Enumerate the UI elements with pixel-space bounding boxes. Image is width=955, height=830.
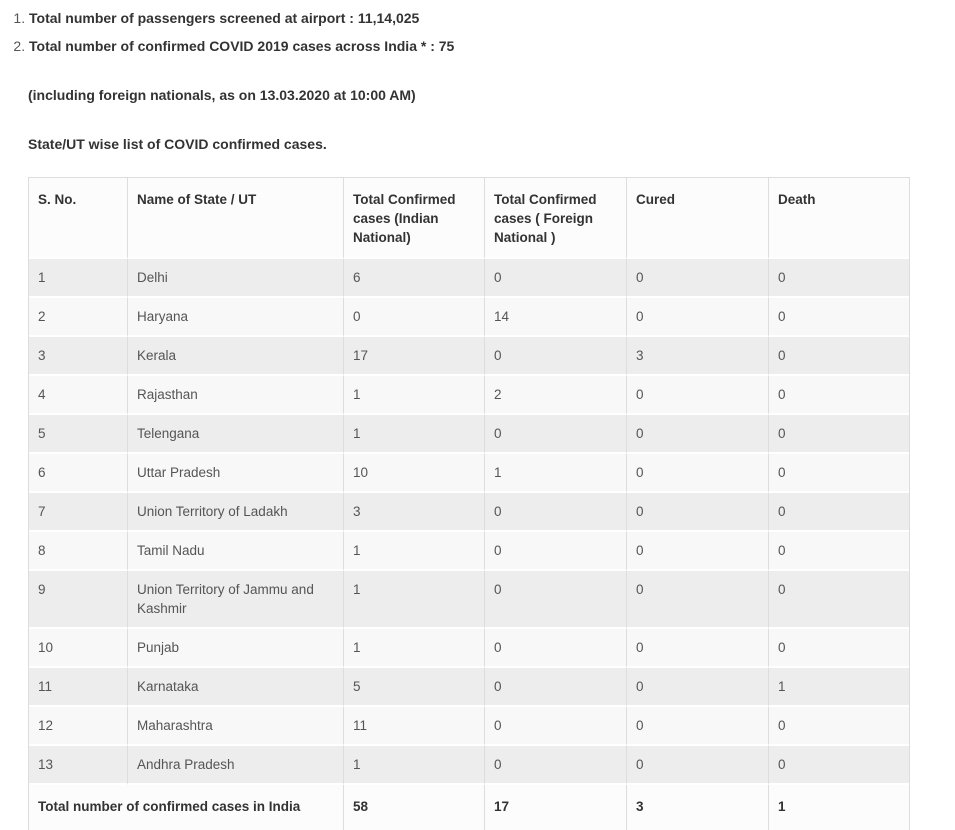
total-cured: 3 (627, 785, 769, 830)
cell-indian: 1 (344, 532, 485, 571)
cell-cured: 0 (627, 629, 769, 668)
table-row (29, 337, 909, 376)
cell-state: Haryana (128, 298, 344, 337)
table-row (29, 668, 909, 707)
cell-indian: 0 (344, 298, 485, 337)
cell-death: 0 (769, 415, 909, 454)
cell-death: 0 (769, 571, 909, 629)
cell-foreign: 1 (485, 454, 627, 493)
cell-cured: 0 (627, 454, 769, 493)
foreign-nationals-note: (including foreign nationals, as on 13.03.2020 at 10:00 AM) (28, 87, 416, 103)
cell-death: 0 (769, 707, 909, 746)
table-row (29, 415, 909, 454)
column-header-cured: Cured (627, 178, 769, 259)
intro-item-confirmed-cases-text: Total number of confirmed COVID 2019 cases across India * : 75 (29, 38, 455, 54)
intro-item-passengers-screened-text: Total number of passengers screened at airport : 11,14,025 (29, 10, 420, 26)
cell-sno: 5 (29, 415, 128, 454)
intro-item-confirmed-cases (29, 37, 941, 56)
cell-sno: 9 (29, 571, 128, 629)
cell-cured: 0 (627, 532, 769, 571)
cell-state: Rajasthan (128, 376, 344, 415)
cell-state: Karnataka (128, 668, 344, 707)
covid-cases-table (28, 177, 910, 830)
cell-indian: 17 (344, 337, 485, 376)
column-header-sno: S. No. (29, 178, 128, 259)
cell-indian: 6 (344, 259, 485, 298)
cell-death: 0 (769, 376, 909, 415)
table-row (29, 376, 909, 415)
cell-foreign: 0 (485, 746, 627, 785)
table-row (29, 746, 909, 785)
cell-foreign: 0 (485, 415, 627, 454)
cell-indian: 1 (344, 376, 485, 415)
cell-sno: 12 (29, 707, 128, 746)
table-row (29, 571, 909, 629)
cell-indian: 1 (344, 415, 485, 454)
total-indian: 58 (344, 785, 485, 830)
table-subtitle: State/UT wise list of COVID confirmed cases. (28, 136, 327, 152)
column-header-indian-national: Total Confirmed cases (Indian National) (344, 178, 485, 259)
cell-sno: 13 (29, 746, 128, 785)
cell-sno: 11 (29, 668, 128, 707)
cell-state: Maharashtra (128, 707, 344, 746)
table-body (29, 259, 909, 830)
cell-state: Union Territory of Ladakh (128, 493, 344, 532)
cell-sno: 6 (29, 454, 128, 493)
cell-foreign: 14 (485, 298, 627, 337)
table-header (29, 178, 909, 259)
cell-state: Uttar Pradesh (128, 454, 344, 493)
cell-cured: 0 (627, 415, 769, 454)
cell-state: Tamil Nadu (128, 532, 344, 571)
cell-foreign: 0 (485, 571, 627, 629)
cell-indian: 1 (344, 629, 485, 668)
cell-cured: 0 (627, 376, 769, 415)
column-header-state: Name of State / UT (128, 178, 344, 259)
cell-death: 1 (769, 668, 909, 707)
cell-foreign: 0 (485, 259, 627, 298)
cell-foreign: 2 (485, 376, 627, 415)
table-row (29, 532, 909, 571)
total-row (29, 785, 909, 830)
cell-indian: 3 (344, 493, 485, 532)
column-header-death: Death (769, 178, 909, 259)
table-row (29, 493, 909, 532)
cell-indian: 5 (344, 668, 485, 707)
cell-indian: 1 (344, 571, 485, 629)
table-row (29, 259, 909, 298)
cell-death: 0 (769, 493, 909, 532)
cell-sno: 3 (29, 337, 128, 376)
cell-sno: 1 (29, 259, 128, 298)
intro-list (12, 9, 941, 56)
table-row (29, 454, 909, 493)
cell-state: Kerala (128, 337, 344, 376)
cell-foreign: 0 (485, 707, 627, 746)
table-row (29, 298, 909, 337)
cell-cured: 0 (627, 493, 769, 532)
total-row-label: Total number of confirmed cases in India (29, 785, 344, 830)
cell-death: 0 (769, 259, 909, 298)
header-row (29, 178, 909, 259)
cell-sno: 8 (29, 532, 128, 571)
cell-indian: 1 (344, 746, 485, 785)
cell-state: Telengana (128, 415, 344, 454)
cell-state: Delhi (128, 259, 344, 298)
cell-foreign: 0 (485, 668, 627, 707)
cell-death: 0 (769, 746, 909, 785)
cell-death: 0 (769, 454, 909, 493)
cell-cured: 0 (627, 571, 769, 629)
cell-sno: 2 (29, 298, 128, 337)
cell-sno: 10 (29, 629, 128, 668)
intro-item-passengers-screened (29, 9, 941, 28)
cell-cured: 0 (627, 707, 769, 746)
cell-state: Union Territory of Jammu and Kashmir (128, 571, 344, 629)
cell-cured: 0 (627, 298, 769, 337)
cell-foreign: 0 (485, 629, 627, 668)
table-row (29, 629, 909, 668)
cell-foreign: 0 (485, 337, 627, 376)
total-death: 1 (769, 785, 909, 830)
cell-foreign: 0 (485, 532, 627, 571)
column-header-foreign-national: Total Confirmed cases ( Foreign National ) (485, 178, 627, 259)
cell-death: 0 (769, 532, 909, 571)
cell-cured: 3 (627, 337, 769, 376)
table-row (29, 707, 909, 746)
cell-indian: 10 (344, 454, 485, 493)
cell-state: Punjab (128, 629, 344, 668)
cell-sno: 4 (29, 376, 128, 415)
cell-state: Andhra Pradesh (128, 746, 344, 785)
total-foreign: 17 (485, 785, 627, 830)
cell-foreign: 0 (485, 493, 627, 532)
cell-sno: 7 (29, 493, 128, 532)
cell-death: 0 (769, 298, 909, 337)
cell-cured: 0 (627, 259, 769, 298)
cell-indian: 11 (344, 707, 485, 746)
cell-death: 0 (769, 337, 909, 376)
cell-cured: 0 (627, 668, 769, 707)
cell-death: 0 (769, 629, 909, 668)
cell-cured: 0 (627, 746, 769, 785)
